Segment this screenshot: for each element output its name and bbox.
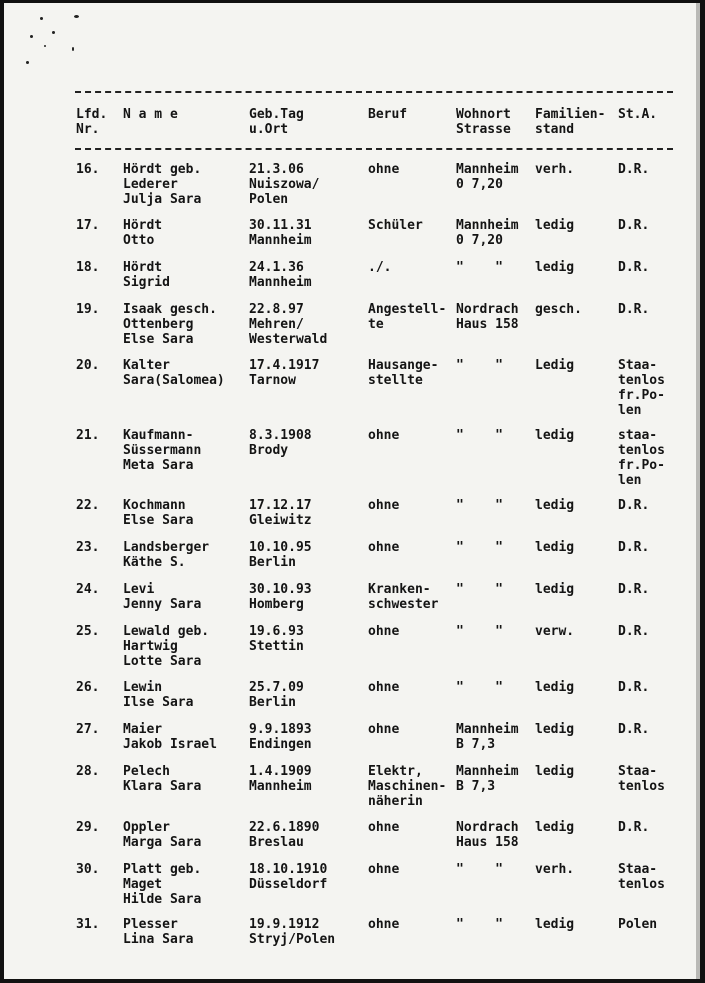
row-number: 27. [76,722,100,737]
row-number: 17. [76,218,100,233]
row-occupation: Elektr, Maschinen- näherin [368,764,447,809]
header-lfd-nr: Lfd. Nr. [76,107,108,137]
row-residence: " " [456,624,503,639]
row-birth: 25.7.09 Berlin [249,680,304,710]
row-family-status: ledig [535,218,575,233]
row-family-status: verh. [535,162,575,177]
row-family-status: ledig [535,260,575,275]
row-number: 30. [76,862,100,877]
row-birth: 8.3.1908 Brody [249,428,312,458]
row-number: 23. [76,540,100,555]
row-family-status: ledig [535,722,575,737]
row-birth: 17.12.17 Gleiwitz [249,498,312,528]
row-citizenship: D.R. [618,260,650,275]
row-name: Lewald geb. Hartwig Lotte Sara [123,624,210,669]
row-family-status: ledig [535,582,575,597]
row-birth: 19.6.93 Stettin [249,624,304,654]
row-number: 22. [76,498,100,513]
row-family-status: ledig [535,680,575,695]
row-residence: " " [456,680,503,695]
row-occupation: ohne [368,862,400,877]
row-residence: " " [456,428,503,443]
row-name: Isaak gesch. Ottenberg Else Sara [123,302,217,347]
row-number: 20. [76,358,100,373]
row-occupation: Angestell- te [368,302,447,332]
row-number: 28. [76,764,100,779]
row-citizenship: Staa- tenlos [618,862,665,892]
row-citizenship: Polen [618,917,658,932]
row-citizenship: staa- tenlos fr.Po- len [618,428,665,488]
row-name: Pelech Klara Sara [123,764,202,794]
row-name: Levi Jenny Sara [123,582,202,612]
row-birth: 30.10.93 Homberg [249,582,312,612]
row-family-status: ledig [535,820,575,835]
row-number: 25. [76,624,100,639]
row-occupation: ohne [368,722,400,737]
row-family-status: Ledig [535,358,575,373]
row-residence: Nordrach Haus 158 [456,302,519,332]
row-name: Hördt Otto [123,218,163,248]
row-occupation: Schüler [368,218,423,233]
row-citizenship: D.R. [618,218,650,233]
row-name: Maier Jakob Israel [123,722,217,752]
row-citizenship: D.R. [618,302,650,317]
header-bottom-rule [75,148,673,150]
row-citizenship: D.R. [618,820,650,835]
row-name: Landsberger Käthe S. [123,540,210,570]
row-occupation: ohne [368,428,400,443]
row-residence: " " [456,260,503,275]
header-beruf: Beruf [368,107,408,122]
row-name: Kaufmann- Süssermann Meta Sara [123,428,202,473]
row-family-status: verw. [535,624,575,639]
header-wohnort: Wohnort Strasse [456,107,511,137]
row-birth: 18.10.1910 Düsseldorf [249,862,328,892]
row-residence: " " [456,862,503,877]
document-page [4,3,700,979]
row-citizenship: D.R. [618,540,650,555]
header-familienstand: Familien- stand [535,107,606,137]
row-citizenship: D.R. [618,624,650,639]
row-citizenship: D.R. [618,498,650,513]
header-staatsangehoerigkeit: St.A. [618,107,658,122]
header-name: N a m e [123,107,178,122]
row-occupation: ohne [368,820,400,835]
row-occupation: ./. [368,260,392,275]
row-birth: 22.6.1890 Breslau [249,820,320,850]
row-name: Oppler Marga Sara [123,820,202,850]
row-birth: 17.4.1917 Tarnow [249,358,320,388]
row-citizenship: D.R. [618,582,650,597]
row-citizenship: Staa- tenlos [618,764,665,794]
row-family-status: ledig [535,917,575,932]
row-birth: 19.9.1912 Stryj/Polen [249,917,336,947]
row-number: 31. [76,917,100,932]
row-occupation: ohne [368,624,400,639]
row-residence: Mannheim B 7,3 [456,764,519,794]
row-birth: 22.8.97 Mehren/ Westerwald [249,302,328,347]
row-name: Hördt Sigrid [123,260,170,290]
row-name: Lewin Ilse Sara [123,680,194,710]
row-residence: Mannheim B 7,3 [456,722,519,752]
row-number: 19. [76,302,100,317]
row-family-status: ledig [535,498,575,513]
row-citizenship: Staa- tenlos fr.Po- len [618,358,665,418]
row-occupation: ohne [368,680,400,695]
row-citizenship: D.R. [618,680,650,695]
row-name: Kalter Sara(Salomea) [123,358,225,388]
row-residence: " " [456,582,503,597]
row-name: Hördt geb. Lederer Julja Sara [123,162,202,207]
row-name: Plesser Lina Sara [123,917,194,947]
row-citizenship: D.R. [618,722,650,737]
row-birth: 21.3.06 Nuiszowa/ Polen [249,162,320,207]
row-number: 26. [76,680,100,695]
row-family-status: gesch. [535,302,582,317]
row-number: 21. [76,428,100,443]
row-birth: 30.11.31 Mannheim [249,218,312,248]
row-birth: 1.4.1909 Mannheim [249,764,312,794]
row-number: 24. [76,582,100,597]
row-residence: " " [456,358,503,373]
row-name: Kochmann Else Sara [123,498,194,528]
row-family-status: verh. [535,862,575,877]
row-occupation: Kranken- schwester [368,582,439,612]
row-birth: 10.10.95 Berlin [249,540,312,570]
row-occupation: ohne [368,917,400,932]
row-family-status: ledig [535,540,575,555]
row-birth: 9.9.1893 Endingen [249,722,312,752]
row-family-status: ledig [535,428,575,443]
row-name: Platt geb. Maget Hilde Sara [123,862,202,907]
row-residence: " " [456,540,503,555]
header-top-rule [75,91,673,93]
row-residence: " " [456,917,503,932]
header-geb-tag-ort: Geb.Tag u.Ort [249,107,304,137]
row-residence: Nordrach Haus 158 [456,820,519,850]
row-number: 18. [76,260,100,275]
row-number: 16. [76,162,100,177]
ink-specks [24,11,84,71]
row-occupation: ohne [368,162,400,177]
row-occupation: ohne [368,498,400,513]
row-residence: Mannheim 0 7,20 [456,218,519,248]
row-residence: Mannheim 0 7,20 [456,162,519,192]
row-birth: 24.1.36 Mannheim [249,260,312,290]
row-number: 29. [76,820,100,835]
row-occupation: ohne [368,540,400,555]
row-residence: " " [456,498,503,513]
row-occupation: Hausange- stellte [368,358,439,388]
row-citizenship: D.R. [618,162,650,177]
row-family-status: ledig [535,764,575,779]
